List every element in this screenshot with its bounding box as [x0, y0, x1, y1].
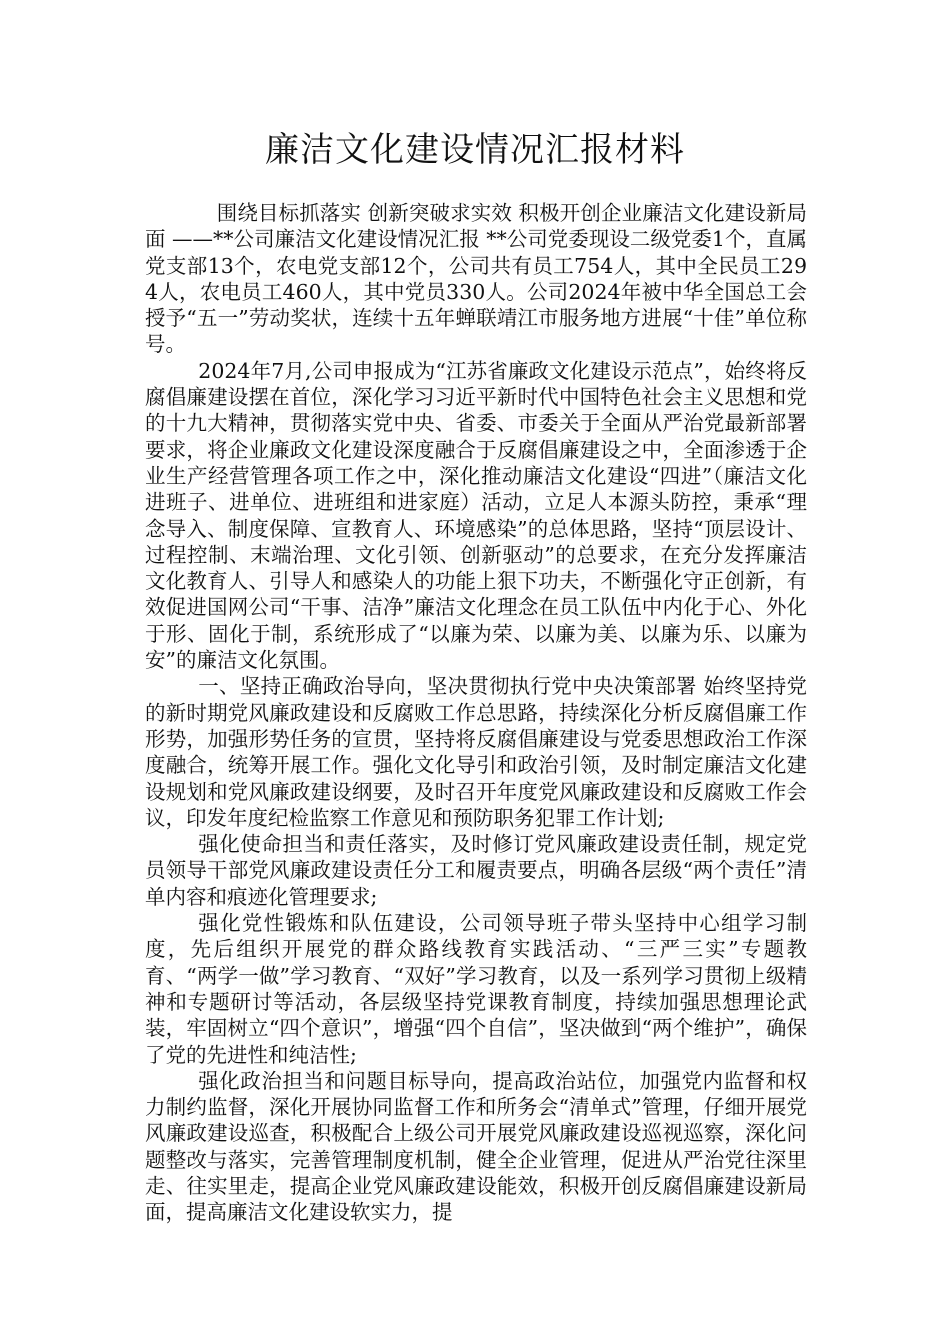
paragraph-overview: 2024年7月,公司申报成为“江苏省廉政文化建设示范点”，始终将反腐倡廉建设摆在首位，深化学习习近平新时代中国特色社会主义思想和党的十九大精神，贯彻落实党中央、省委、市委关于全面从严治党最新部署要求，将企业廉政文化建设深度融合于反腐倡廉建设之中，全面渗透于企业生产经营管理各项工作之中，深化推动廉洁文化建设“四进”（廉洁文化进班子、进单位、进班组和进家庭）活动，立足人本源头防控，秉承“理念导入、制度保障、宣教育人、环境感染”的总体思路，坚持“顶层设计、过程控制、末端治理、文化引领、创新驱动”的总要求，在充分发挥廉洁文化教育人、引导人和感染人的功能上狠下功夫，不断强化守正创新，有效促进国网公司“干事、洁净”廉洁文化理念在员工队伍中内化于心、外化于形、固化于制，系统形成了“以廉为荣、以廉为美、以廉为乐、以廉为安”的廉洁文化氛围。	[145, 358, 807, 673]
paragraph-section-one: 一、坚持正确政治导向，坚决贯彻执行党中央决策部署 始终坚持党的新时期党风廉政建设和反腐败工作总思路，持续深化分析反腐倡廉工作形势，加强形势任务的宣贯，坚持将反腐倡廉建设与党委思想政治工作深度融合，统筹开展工作。强化文化导引和政治引领，及时制定廉洁文化建设规划和党风廉政建设纲要，及时召开年度党风廉政建设和反腐败工作会议，印发年度纪检监察工作意见和预防职务犯罪工作计划;	[145, 674, 807, 830]
paragraph-responsibility: 强化使命担当和责任落实，及时修订党风廉政建设责任制，规定党员领导干部党风廉政建设责任分工和履责要点，明确各层级“两个责任”清单内容和痕迹化管理要求;	[145, 832, 807, 909]
paragraph-intro: 围绕目标抓落实 创新突破求实效 积极开创企业廉洁文化建设新局面 ——**公司廉洁文化建设情况汇报 **公司党委现设二级党委1个，直属党支部13个，农电党支部12个，公司共有员工754人，其中全民员工294人，农电员工460人，其中党员330人。公司2024年被中华全国总工会授予“五一”劳动奖状，连续十五年蝉联靖江市服务地方进展“十佳”单位称号。	[145, 201, 807, 357]
paragraph-supervision: 强化政治担当和问题目标导向，提高政治站位，加强党内监督和权力制约监督，深化开展协同监督工作和所务会“清单式”管理，仔细开展党风廉政建设巡查，积极配合上级公司开展党风廉政建设巡视巡察，深化问题整改与落实，完善管理制度机制，健全企业管理，促进从严治党往深里走、往实里走，提高企业党风廉政建设能效，积极开创反腐倡廉建设新局面，提高廉洁文化建设软实力，提	[145, 1068, 807, 1225]
document-body	[145, 200, 807, 1226]
document-title: 廉洁文化建设情况汇报材料	[265, 130, 685, 170]
paragraph-party-building: 强化党性锻炼和队伍建设，公司领导班子带头坚持中心组学习制度，先后组织开展党的群众路线教育实践活动、“三严三实”专题教育、“两学一做”学习教育、“双好”学习教育，以及一系列学习贯彻上级精神和专题研讨等活动，各层级坚持党课教育制度，持续加强思想理论武装，牢固树立“四个意识”，增强“四个自信”，坚决做到“两个维护”，确保了党的先进性和纯洁性;	[145, 911, 807, 1067]
